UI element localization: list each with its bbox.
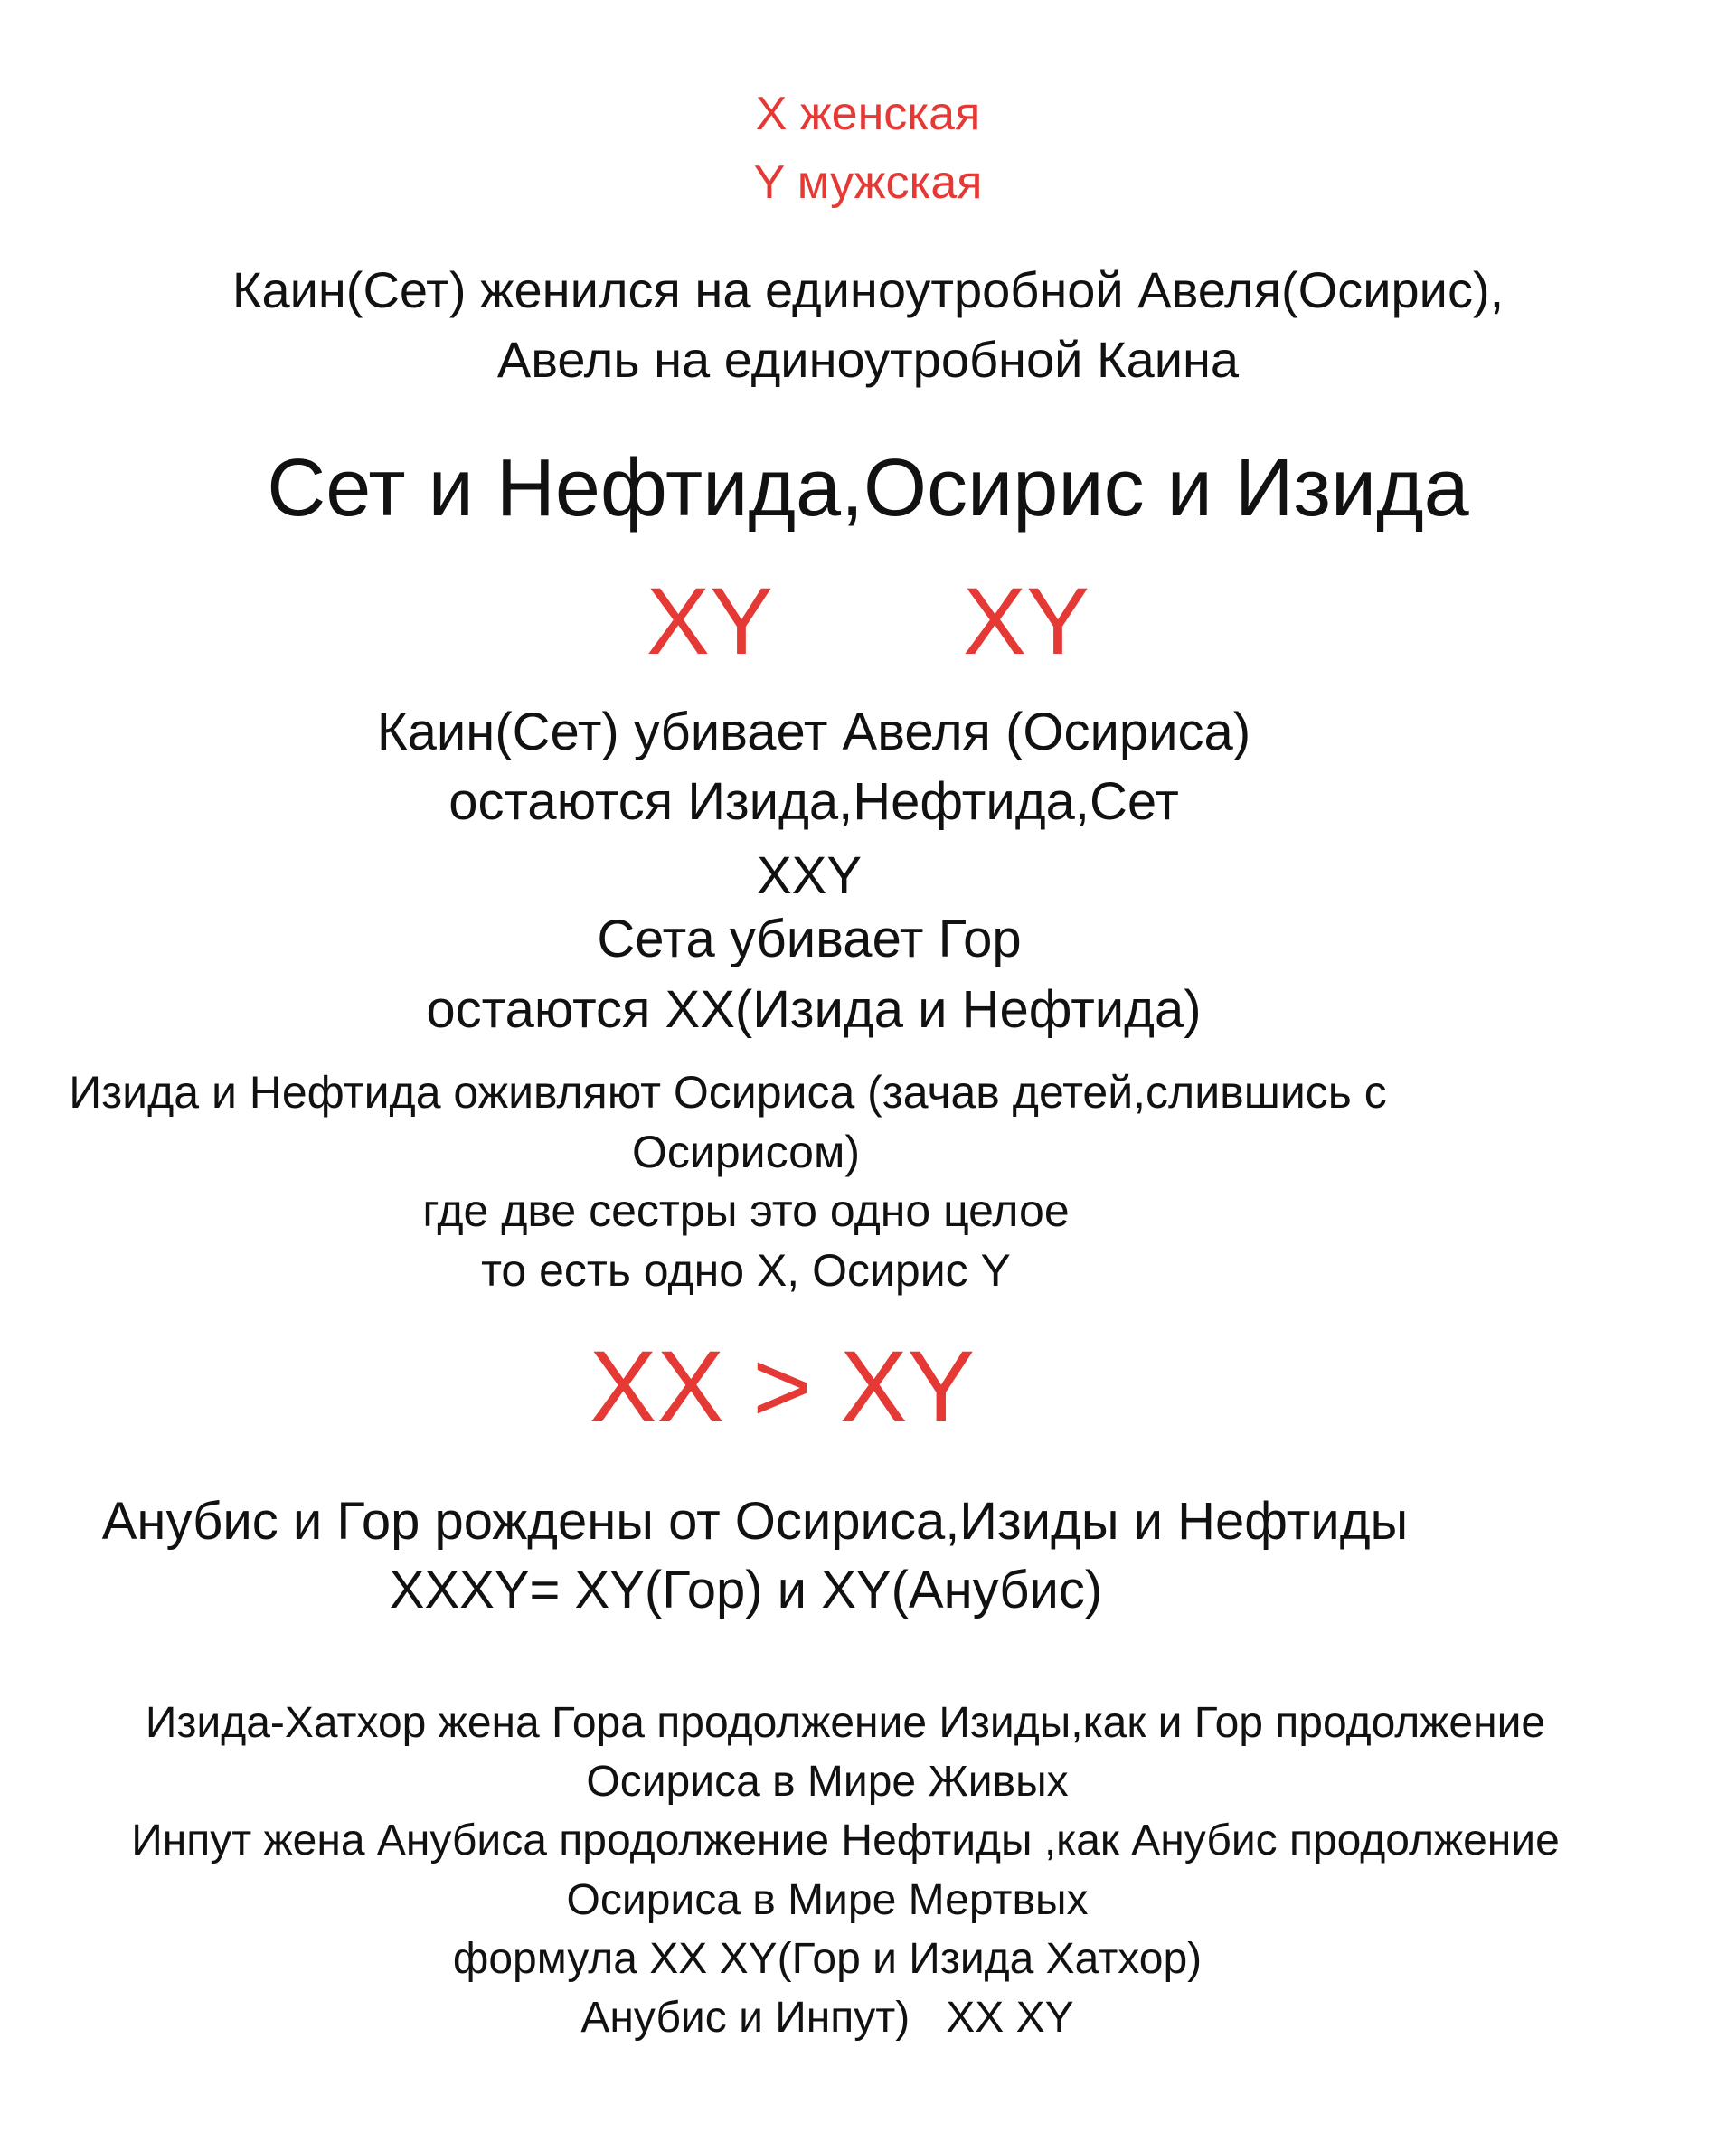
pair-formula-right: XY [963, 569, 1090, 675]
headline: Сет и Нефтида,Осирис и Изида [267, 443, 1469, 533]
birth-line-2: XXXY= XY(Гор) и XY(Анубис) [389, 1561, 1103, 1619]
murder-line-4: остаются XX(Изида и Нефтида) [426, 980, 1202, 1039]
comparison-formula: XX > XY [589, 1330, 976, 1443]
intro-line-1: Каин(Сет) женился на единоутробной Авеля(Осирис), [231, 261, 1505, 318]
continuation-line-3: Инпут жена Анубиса продолжение Нефтиды ,как Анубис продолжение [131, 1817, 1560, 1864]
continuation-line-4: Осириса в Мире Мертвых [566, 1876, 1089, 1924]
legend-x-female: X женская [755, 88, 981, 140]
continuation-line-6: Анубис и Инпут) XX XY [580, 1994, 1074, 2042]
revival-line-3: где две сестры это одно целое [422, 1185, 1070, 1236]
murder-line-2: остаются Изида,Нефтида,Сет [448, 772, 1179, 831]
pair-formula-left: XY [646, 569, 773, 675]
continuation-line-2: Осириса в Мире Живых [586, 1758, 1069, 1806]
revival-line-4: то есть одно X, Осирис Y [481, 1245, 1011, 1296]
murder-line-3: Сета убивает Гор [597, 910, 1022, 968]
legend-y-male: Y мужская [753, 156, 983, 209]
pair-formula [0, 569, 1736, 675]
murder-formula: XXY [756, 846, 863, 905]
intro-line-2: Авель на единоутробной Каина [496, 331, 1240, 388]
murder-line-1: Каин(Сет) убивает Авеля (Осириса) [376, 703, 1251, 761]
continuation-line-5: формула XX XY(Гор и Изида Хатхор) [452, 1935, 1203, 1983]
birth-line-1: Анубис и Гор рождены от Осириса,Изиды и Нефтиды [101, 1492, 1409, 1551]
revival-line-1: Изида и Нефтида оживляют Осириса (зачав детей,слившись с [69, 1067, 1387, 1118]
revival-line-2: Осирисом) [632, 1127, 860, 1177]
continuation-line-1: Изида-Хатхор жена Гора продолжение Изиды,как и Гор продолжение [145, 1699, 1546, 1747]
